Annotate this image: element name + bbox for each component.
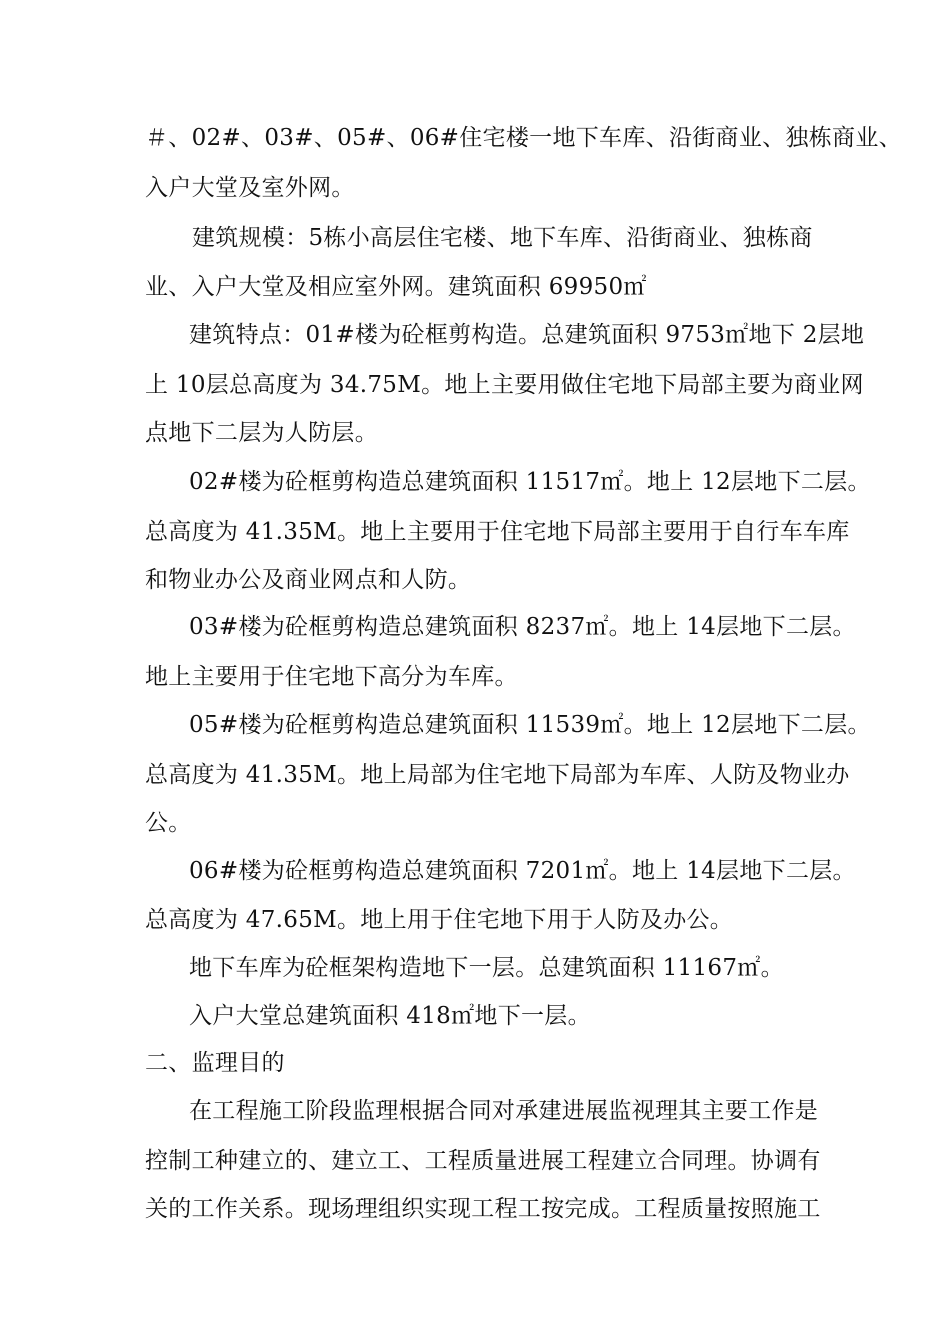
section-heading: 二、监理目的 <box>145 1050 285 1076</box>
text-line: 关的工作关系。现场理组织实现工程工按完成。工程质量按照施工 <box>145 1196 821 1222</box>
text-line: 地上主要用于住宅地下高分为车库。 <box>145 664 518 690</box>
text-line: 02#楼为砼框剪构造总建筑面积 11517㎡。地上 12层地下二层。 <box>189 469 871 495</box>
text-line: 建筑特点：01#楼为砼框剪构造。总建筑面积 9753㎡地下 2层地 <box>189 322 865 348</box>
text-line: 和物业办公及商业网点和人防。 <box>145 567 472 593</box>
text-line: 总高度为 47.65M。地上用于住宅地下用于人防及办公。 <box>145 907 734 933</box>
text-line: ＃、02#、03#、05#、06#住宅楼一地下车库、沿街商业、独栋商业、 <box>145 125 902 151</box>
text-line: 入户大堂总建筑面积 418㎡地下一层。 <box>189 1003 591 1029</box>
text-line: 03#楼为砼框剪构造总建筑面积 8237㎡。地上 14层地下二层。 <box>189 614 856 640</box>
text-line: 地下车库为砼框架构造地下一层。总建筑面积 11167㎡。 <box>189 955 784 981</box>
text-line: 上 10层总高度为 34.75M。地上主要用做住宅地下局部主要为商业网 <box>145 372 864 398</box>
text-line: 在工程施工阶段监理根据合同对承建进展监视理其主要工作是 <box>189 1098 819 1124</box>
text-line: 点地下二层为人防层。 <box>145 420 378 446</box>
text-line: 公。 <box>145 810 192 836</box>
text-line: 06#楼为砼框剪构造总建筑面积 7201㎡。地上 14层地下二层。 <box>189 858 856 884</box>
text-line: 业、入户大堂及相应室外网。建筑面积 69950㎡ <box>145 274 647 300</box>
text-line: 总高度为 41.35M。地上主要用于住宅地下局部主要用于自行车车库 <box>145 519 850 545</box>
text-line: 建筑规模：5栋小高层住宅楼、地下车库、沿街商业、独栋商 <box>192 225 813 251</box>
text-line: 05#楼为砼框剪构造总建筑面积 11539㎡。地上 12层地下二层。 <box>189 712 871 738</box>
text-line: 总高度为 41.35M。地上局部为住宅地下局部为车库、人防及物业办 <box>145 762 850 788</box>
text-line: 入户大堂及室外网。 <box>145 175 355 201</box>
text-line: 控制工种建立的、建立工、工程质量进展工程建立合同理。协调有 <box>145 1148 821 1174</box>
